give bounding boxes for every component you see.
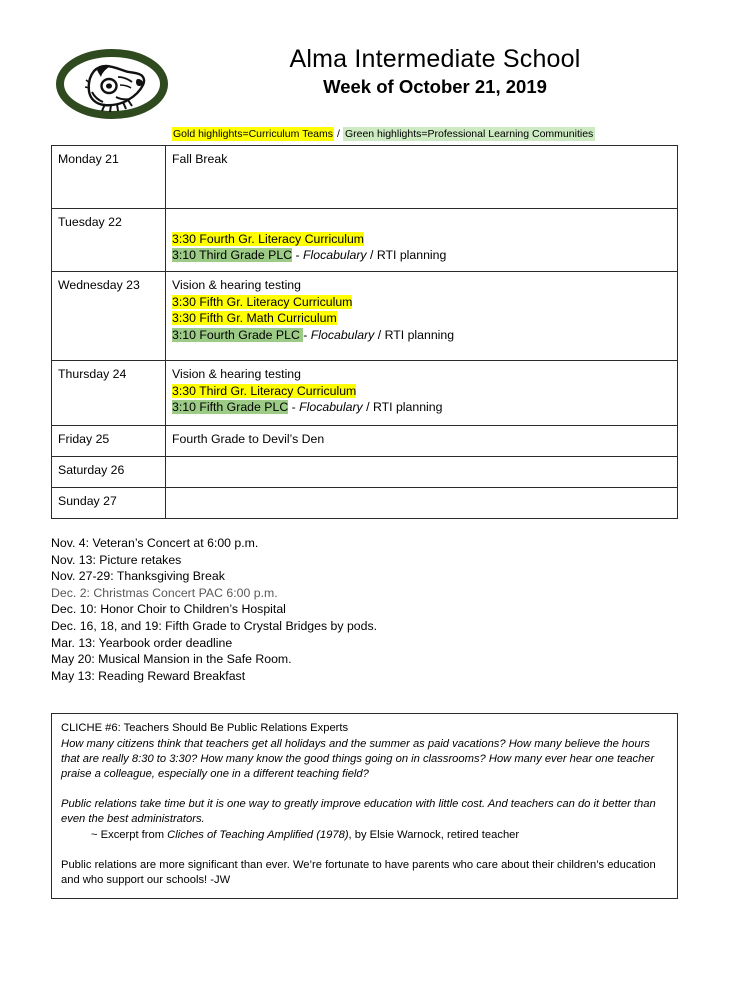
- event-line: Vision & hearing testing: [172, 367, 301, 381]
- table-row: [52, 361, 678, 426]
- legend-separator: /: [337, 128, 340, 140]
- list-item: Nov. 4: Veteran’s Concert at 6:00 p.m.: [51, 536, 259, 550]
- event-text-gold: 3:30 Fifth Gr. Literacy Curriculum: [172, 294, 353, 309]
- title-block: [180, 44, 690, 99]
- event-tail: / RTI planning: [374, 327, 455, 342]
- list-item: Dec. 2: Christmas Concert PAC 6:00 p.m.: [51, 585, 278, 600]
- schedule-day-events: [166, 209, 678, 272]
- schedule-day-events: [166, 426, 678, 457]
- event-program-name: Flocabulary: [303, 248, 367, 262]
- table-row: [52, 272, 678, 361]
- upcoming-dates-list: [0, 535, 730, 684]
- event-line: [172, 310, 677, 327]
- event-text-green: 3:10 Fifth Grade PLC: [172, 400, 289, 414]
- event-line: [172, 231, 677, 248]
- event-line: [172, 399, 677, 416]
- event-dash: -: [303, 327, 311, 342]
- event-tail: / RTI planning: [366, 248, 447, 262]
- event-text-gold: 3:30 Fifth Gr. Math Curriculum: [172, 311, 337, 325]
- list-item: May 13: Reading Reward Breakfast: [51, 668, 246, 683]
- legend-gold-label: Gold highlights=Curriculum Teams: [173, 128, 334, 140]
- cliche-attribution: [61, 828, 668, 843]
- table-row: [52, 457, 678, 488]
- legend-green-label: Green highlights=Professional Learning Communities: [344, 128, 594, 140]
- schedule-day-label: Sunday 27: [52, 488, 166, 519]
- event-dash: -: [288, 400, 300, 414]
- schedule-day-events: [166, 146, 678, 209]
- schedule-day-events: [166, 457, 678, 488]
- cliche-paragraph-2: Public relations take time but it is one way to greatly improve education with little cost. And teachers can do it better than even the best administrators.: [61, 798, 656, 826]
- schedule-day-label: Monday 21: [52, 146, 166, 209]
- event-line: Fourth Grade to Devil’s Den: [172, 432, 325, 446]
- event-line: [172, 383, 677, 400]
- schedule-day-events: [166, 361, 678, 426]
- cliche-paragraph-1: How many citizens think that teachers get all holidays and the summer as paid vacations? How many believe the hours that are really 8:30 to 3:30? How many know the good things going on in classrooms? How many ever hear one teacher praise a colleague, especially one in a different teaching field?: [61, 737, 655, 780]
- list-item: Nov. 27-29: Thanksgiving Break: [51, 569, 225, 584]
- attribution-suffix: , by Elsie Warnock, retired teacher: [348, 828, 520, 841]
- weekly-schedule-table: [51, 145, 678, 519]
- cliche-box: [51, 713, 678, 899]
- event-program-name: Flocabulary: [310, 327, 375, 342]
- event-text-gold: 3:30 Fourth Gr. Literacy Curriculum: [172, 231, 365, 246]
- event-line: Fall Break: [172, 152, 228, 166]
- attribution-book-title: Cliches of Teaching Amplified (1978): [167, 828, 349, 841]
- schedule-table-container: [0, 145, 730, 519]
- highlight-legend: [0, 127, 730, 141]
- list-item: Dec. 10: Honor Choir to Children’s Hospital: [51, 602, 286, 617]
- event-line: [172, 294, 677, 311]
- cliche-heading: CLICHE #6: Teachers Should Be Public Relations Experts: [61, 722, 349, 735]
- event-text-gold: 3:30 Third Gr. Literacy Curriculum: [172, 383, 357, 398]
- list-item: Nov. 13: Picture retakes: [51, 552, 182, 567]
- event-dash: -: [292, 248, 304, 262]
- schedule-day-events: [166, 272, 678, 361]
- event-line: Vision & hearing testing: [172, 278, 301, 292]
- event-line: [172, 327, 677, 344]
- page-subtitle: Week of October 21, 2019: [323, 76, 547, 97]
- event-tail: / RTI planning: [362, 400, 443, 414]
- cliche-paragraph-3: Public relations are more significant than ever. We’re fortunate to have parents who care about their children’s education and who support our schools! -JW: [61, 858, 656, 886]
- page-title: Alma Intermediate School: [289, 45, 581, 73]
- cliche-box-container: [0, 713, 730, 899]
- school-logo-icon: [56, 49, 168, 119]
- table-row: [52, 488, 678, 519]
- list-item: May 20: Musical Mansion in the Safe Room.: [51, 652, 292, 667]
- paragraph-gap: [61, 843, 668, 858]
- list-item: Dec. 16, 18, and 19: Fifth Grade to Crystal Bridges by pods.: [51, 618, 378, 633]
- event-text-green: 3:10 Third Grade PLC: [172, 248, 293, 262]
- page-header: [0, 44, 730, 122]
- table-row: [52, 146, 678, 209]
- schedule-day-label: Wednesday 23: [52, 272, 166, 361]
- schedule-day-events: [166, 488, 678, 519]
- schedule-day-label: Thursday 24: [52, 361, 166, 426]
- event-program-name: Flocabulary: [299, 400, 363, 414]
- schedule-day-label: Saturday 26: [52, 457, 166, 488]
- table-row: [52, 209, 678, 272]
- list-item: Mar. 13: Yearbook order deadline: [51, 635, 233, 650]
- event-spacer: [172, 214, 677, 231]
- paragraph-gap: [61, 782, 668, 797]
- event-line: [172, 247, 677, 264]
- attribution-prefix: ~ Excerpt from: [91, 828, 168, 841]
- table-row: [52, 426, 678, 457]
- schedule-day-label: Tuesday 22: [52, 209, 166, 272]
- event-text-green: 3:10 Fourth Grade PLC: [172, 327, 304, 342]
- schedule-day-label: Friday 25: [52, 426, 166, 457]
- schedule-body: [52, 146, 678, 519]
